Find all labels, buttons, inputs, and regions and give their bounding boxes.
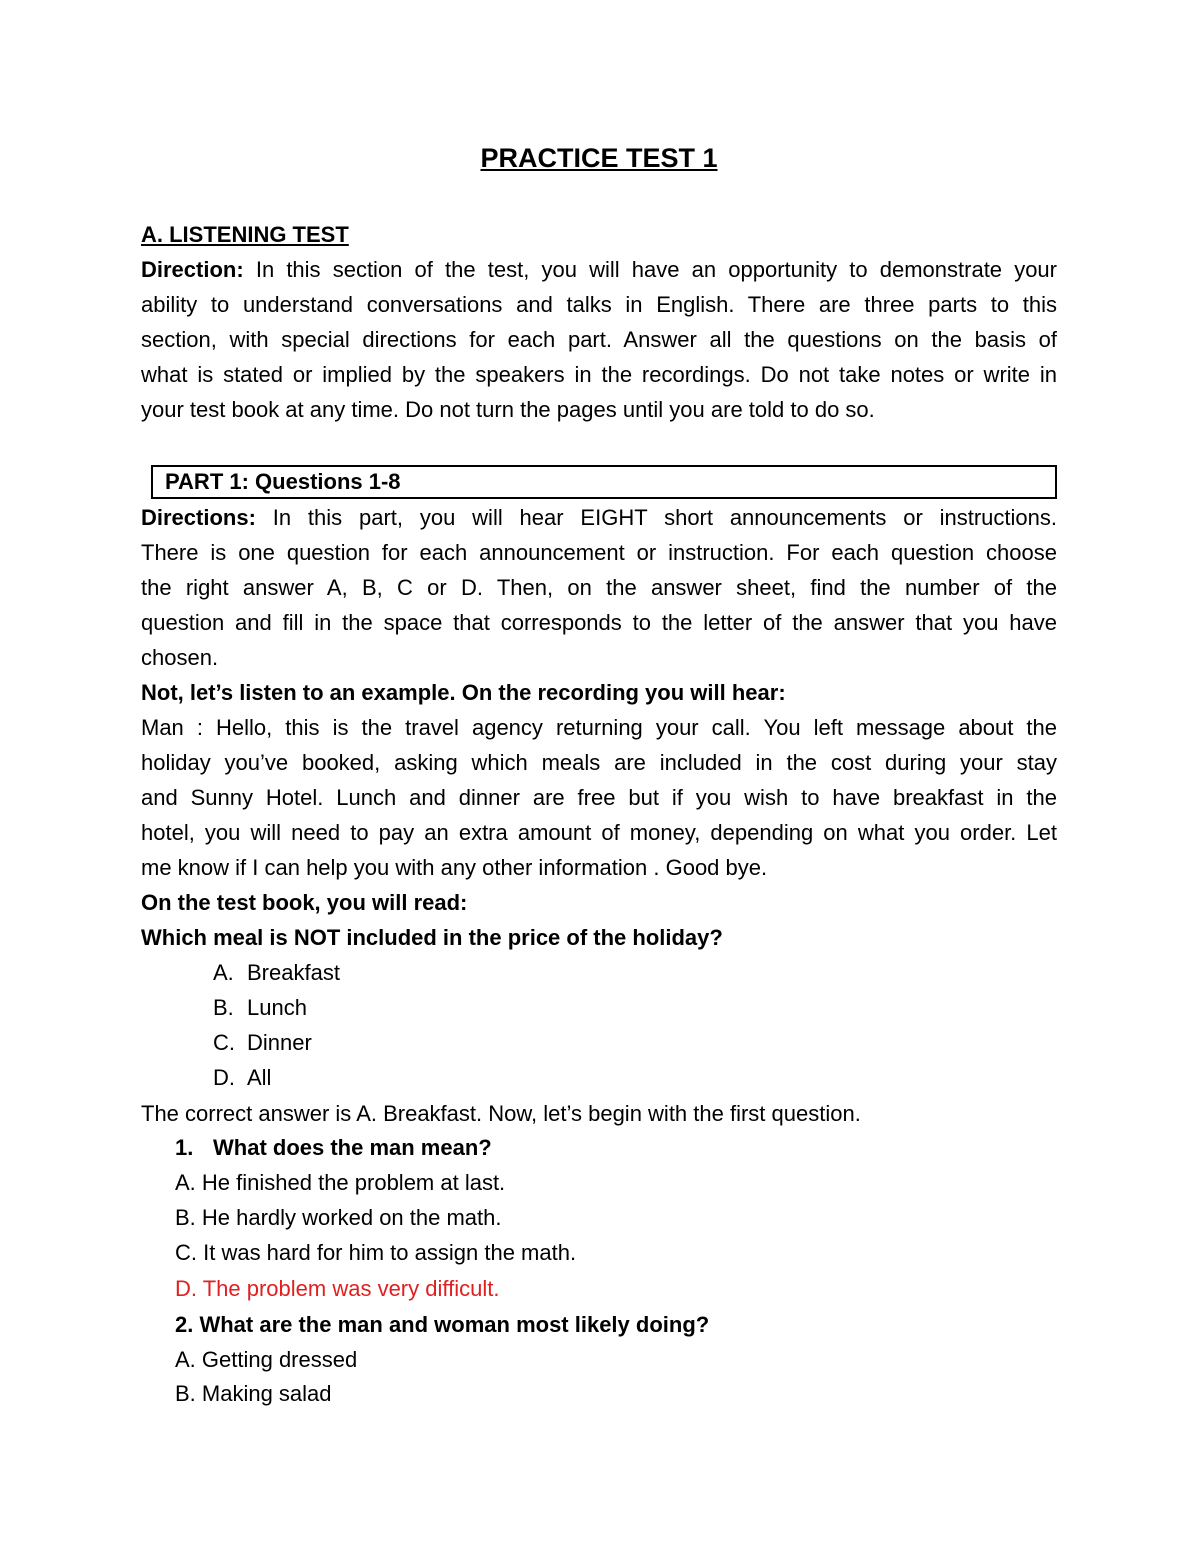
page-title: PRACTICE TEST 1 — [480, 143, 718, 173]
direction-line-3: section, with special directions for each part. Answer all the questions on the basis of — [141, 327, 1057, 352]
directions-line-3: the right answer A, B, C or D. Then, on the answer sheet, find the number of the — [141, 575, 1057, 600]
example-question: Which meal is NOT included in the price of the holiday? — [141, 925, 723, 950]
example-option-d: D. All — [213, 1065, 272, 1090]
man-line-1: Man : Hello, this is the travel agency returning your call. You left message about the — [141, 715, 1057, 740]
directions-label: Directions: — [141, 505, 256, 530]
q2-option-a: A. Getting dressed — [175, 1347, 358, 1372]
direction-line-5: your test book at any time. Do not turn the pages until you are told to do so. — [141, 397, 875, 422]
directions-line-2: There is one question for each announcement or instruction. For each question choose — [141, 540, 1057, 565]
example-option-a: A. Breakfast — [213, 960, 340, 985]
man-line-3: and Sunny Hotel. Lunch and dinner are free but if you wish to have breakfast in the — [141, 785, 1057, 810]
question-1: 1. What does the man mean? — [175, 1135, 492, 1160]
direction-line-1: Direction: In this section of the test, you will have an opportunity to demonstrate your — [141, 257, 1057, 282]
example-option-c: C. Dinner — [213, 1030, 312, 1055]
example-option-b: B. Lunch — [213, 995, 307, 1020]
question-2: 2. What are the man and woman most likely doing? — [175, 1312, 710, 1337]
part1-box — [151, 465, 1057, 499]
q1-option-a: A. He finished the problem at last. — [175, 1170, 506, 1195]
q1-option-c: C. It was hard for him to assign the math. — [175, 1240, 577, 1265]
man-line-4: hotel, you will need to pay an extra amount of money, depending on what you order. Let — [141, 820, 1057, 845]
q1-option-b: B. He hardly worked on the math. — [175, 1205, 502, 1230]
q1-option-d-correct: D. The problem was very difficult. — [175, 1276, 500, 1301]
direction-line-2: ability to understand conversations and talks in English. There are three parts to this — [141, 292, 1057, 317]
part1-heading: PART 1: Questions 1-8 — [165, 469, 401, 494]
direction-label: Direction: — [141, 257, 244, 282]
correct-answer-line: The correct answer is A. Breakfast. Now, let’s begin with the first question. — [141, 1101, 861, 1126]
test-book-heading: On the test book, you will read: — [141, 890, 468, 915]
man-line-2: holiday you’ve booked, asking which meals are included in the cost during your stay — [141, 750, 1057, 775]
q2-option-b: B. Making salad — [175, 1381, 332, 1406]
example-heading: Not, let’s listen to an example. On the recording you will hear: — [141, 680, 786, 705]
directions-line-5: chosen. — [141, 645, 219, 670]
direction-line-4: what is stated or implied by the speakers in the recordings. Do not take notes or write in — [141, 362, 1057, 387]
directions-line-4: question and fill in the space that corresponds to the letter of the answer that you have — [141, 610, 1057, 635]
listening-heading: A. LISTENING TEST — [141, 222, 349, 247]
directions-line-1: Directions: In this part, you will hear EIGHT short announcements or instructions. — [141, 505, 1057, 530]
man-line-5: me know if I can help you with any other information . Good bye. — [141, 855, 768, 880]
